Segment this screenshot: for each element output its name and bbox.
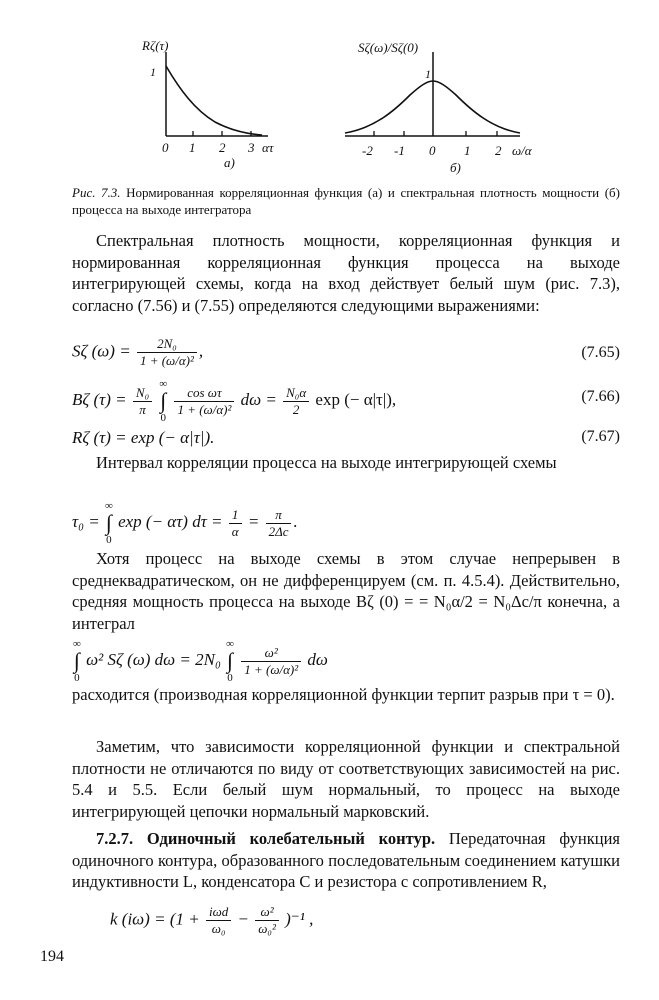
eq766-integral: ∞ ∫ 0 [159,378,168,424]
right-y-tick: 1 [425,67,431,81]
equation-integral: ∞ ∫ 0 ω² Sζ (ω) dω = 2N₀ ∞ ∫ 0 $\frac{\text{ω²}}{\text{1 + (ω/α)²}}$ dω [73,638,328,684]
equation-tau0: τ₀ = ∞ ∫ 0 exp (− ατ) dτ = $\frac{1}{\alpha}$ = $\frac{\pi}{2\Delta c}$ . [72,500,298,546]
right-x-tick-1: 1 [464,143,471,158]
section-heading-7-2-7: 7.2.7. Одиночный колебательный контур. [96,829,436,848]
equation-7-66: Bζ (τ) = $\frac{\text{N₀}}{\pi}$ ∞ ∫ 0 $\frac{\text{cos ωτ}}{\text{1 + (ω/α)²}}$ dω = $\frac{\text{N₀α}}{2}$ exp (− α|τ|), (7.66) [72,378,620,424]
figure-caption [72,184,620,218]
paragraph-5: Заметим, что зависимости корреляционной функции и спектральной плотности не отличаются по виду от соответствующих зависимостей на рис. 5.4 и 5.5. Если белый шум нормальный, то процесс на выходе интегрирующей цепочки нормальный марковский. [72,737,620,821]
caption-lead: Рис. 7.3. [72,185,121,200]
equation-k: k (iω) = (1 + $\frac{\text{iωd}}{\text{ω₀}}$ − $\frac{\text{ω²}}{\text{ω₀²}}$ )⁻¹ , [110,904,314,936]
paragraph-4: расходится (производная корреляционной функции терпит разрыв при τ = 0). [72,685,615,704]
figure-7-3 [0,0,659,180]
caption-text: Нормированная корреляционная функция (а) и спектральная плотность мощности (б) процесса на выходе интегратора [72,185,620,217]
left-x-var: ατ [262,140,274,155]
left-x-tick-2: 2 [219,140,226,155]
eq765-number: (7.65) [581,344,620,361]
eq766-number: (7.66) [581,388,620,405]
left-ylabel: Rζ(τ) [142,38,169,53]
left-panel-label: а) [224,155,235,170]
left-curve [166,66,262,135]
paragraph-3: Хотя процесс на выходе схемы в этом случае непрерывен в среднеквадратическом, он не дифференцируем (см. п. 4.5.4). Действительно, средняя мощность процесса на выходе Bζ (0) = = N₀α/2 = N₀Δc/π конечна, а интеграл [72,549,620,633]
right-x-tick-2: 2 [495,143,502,158]
right-plot [345,40,533,175]
right-panel-label: б) [450,160,461,175]
left-x-tick-0: 0 [162,140,169,155]
equation-7-65: Sζ (ω) = $\frac{\text{2N₀}}{\text{1 + (ω/α)²}}$ , (7.65) [72,336,620,368]
eq765-frac: $\frac{\text{2N₀}}{\text{1 + (ω/α)²}}$ [137,336,197,369]
page-number: 194 [40,948,64,965]
left-x-tick-1: 1 [189,140,196,155]
eq765-lhs: Sζ (ω) = [72,341,131,361]
paragraph-6: 7.2.7. Одиночный колебательный контур. Передаточная функция одиночного контура, образованного последовательным соединением катушки индуктивности L, конденсатора C и резистора с сопротивлением R, [72,829,620,891]
right-x-var: ω/α [512,143,532,158]
right-x-tick-0: 0 [429,143,436,158]
left-x-tick-3: 3 [248,140,255,155]
right-x-tick-m2: -2 [362,143,373,158]
paragraph-1: Спектральная плотность мощности, корреляционная функция и нормированная корреляционная функция процесса на выходе интегрирующей схемы, когда на вход действует белый шум (рис. 7.3), согласно (7.56) и (7.55) определяются следующими выражениями: [72,231,620,315]
left-y-tick: 1 [150,65,156,79]
equation-7-67: Rζ (τ) = exp (− α|τ|). (7.67) [72,428,620,447]
right-ylabel: Sζ(ω)/Sζ(0) [358,40,419,55]
left-plot [141,38,275,170]
right-x-tick-m1: -1 [394,143,405,158]
eq767-number: (7.67) [581,428,620,445]
paragraph-2: Интервал корреляции процесса на выходе интегрирующей схемы [96,453,557,472]
